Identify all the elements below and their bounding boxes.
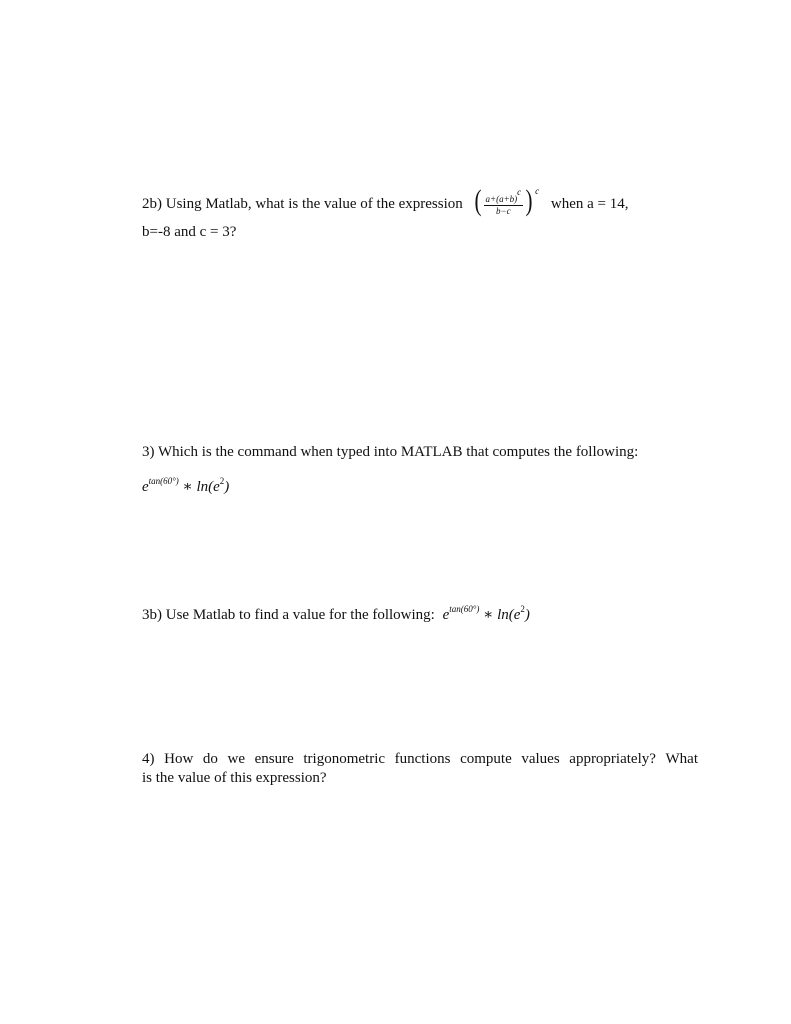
question-3b-text: 3b) Use Matlab to find a value for the following: (142, 607, 435, 623)
question-4 (142, 750, 698, 788)
question-4-line1: 4) How do we ensure trigonometric functions compute values appropriately? What (142, 751, 698, 767)
question-2b-suffix: when a = 14, (550, 195, 629, 212)
expression-formula: ( $\frac{a+(a+b)^c}{b-c}$ ) $^c$ (474, 183, 540, 217)
question-3-formula: $e^{tan(60^\circ)}$ ∗ $\ln(e^2)$ (142, 476, 230, 495)
question-3 (142, 443, 698, 497)
question-3b-formula: $e^{tan(60^\circ)}$ ∗ $\ln(e^2)$ (442, 604, 530, 623)
question-2b-line2: b=-8 and c = 3? (142, 224, 237, 240)
question-3-text: 3) Which is the command when typed into MATLAB that computes the following: (142, 444, 639, 460)
question-3b (142, 606, 698, 625)
question-4-line2: is the value of this expression? (142, 770, 327, 786)
question-2b-prefix: 2b) Using Matlab, what is the value of the expression (142, 195, 463, 212)
question-3b-line (142, 606, 698, 625)
fraction-numerator: $a+(a+b)^c$ (485, 187, 522, 204)
fraction-denominator: b−c (496, 206, 511, 216)
outer-exponent: c (535, 185, 540, 196)
question-2b-line1 (142, 183, 698, 217)
question-2b (142, 183, 698, 242)
